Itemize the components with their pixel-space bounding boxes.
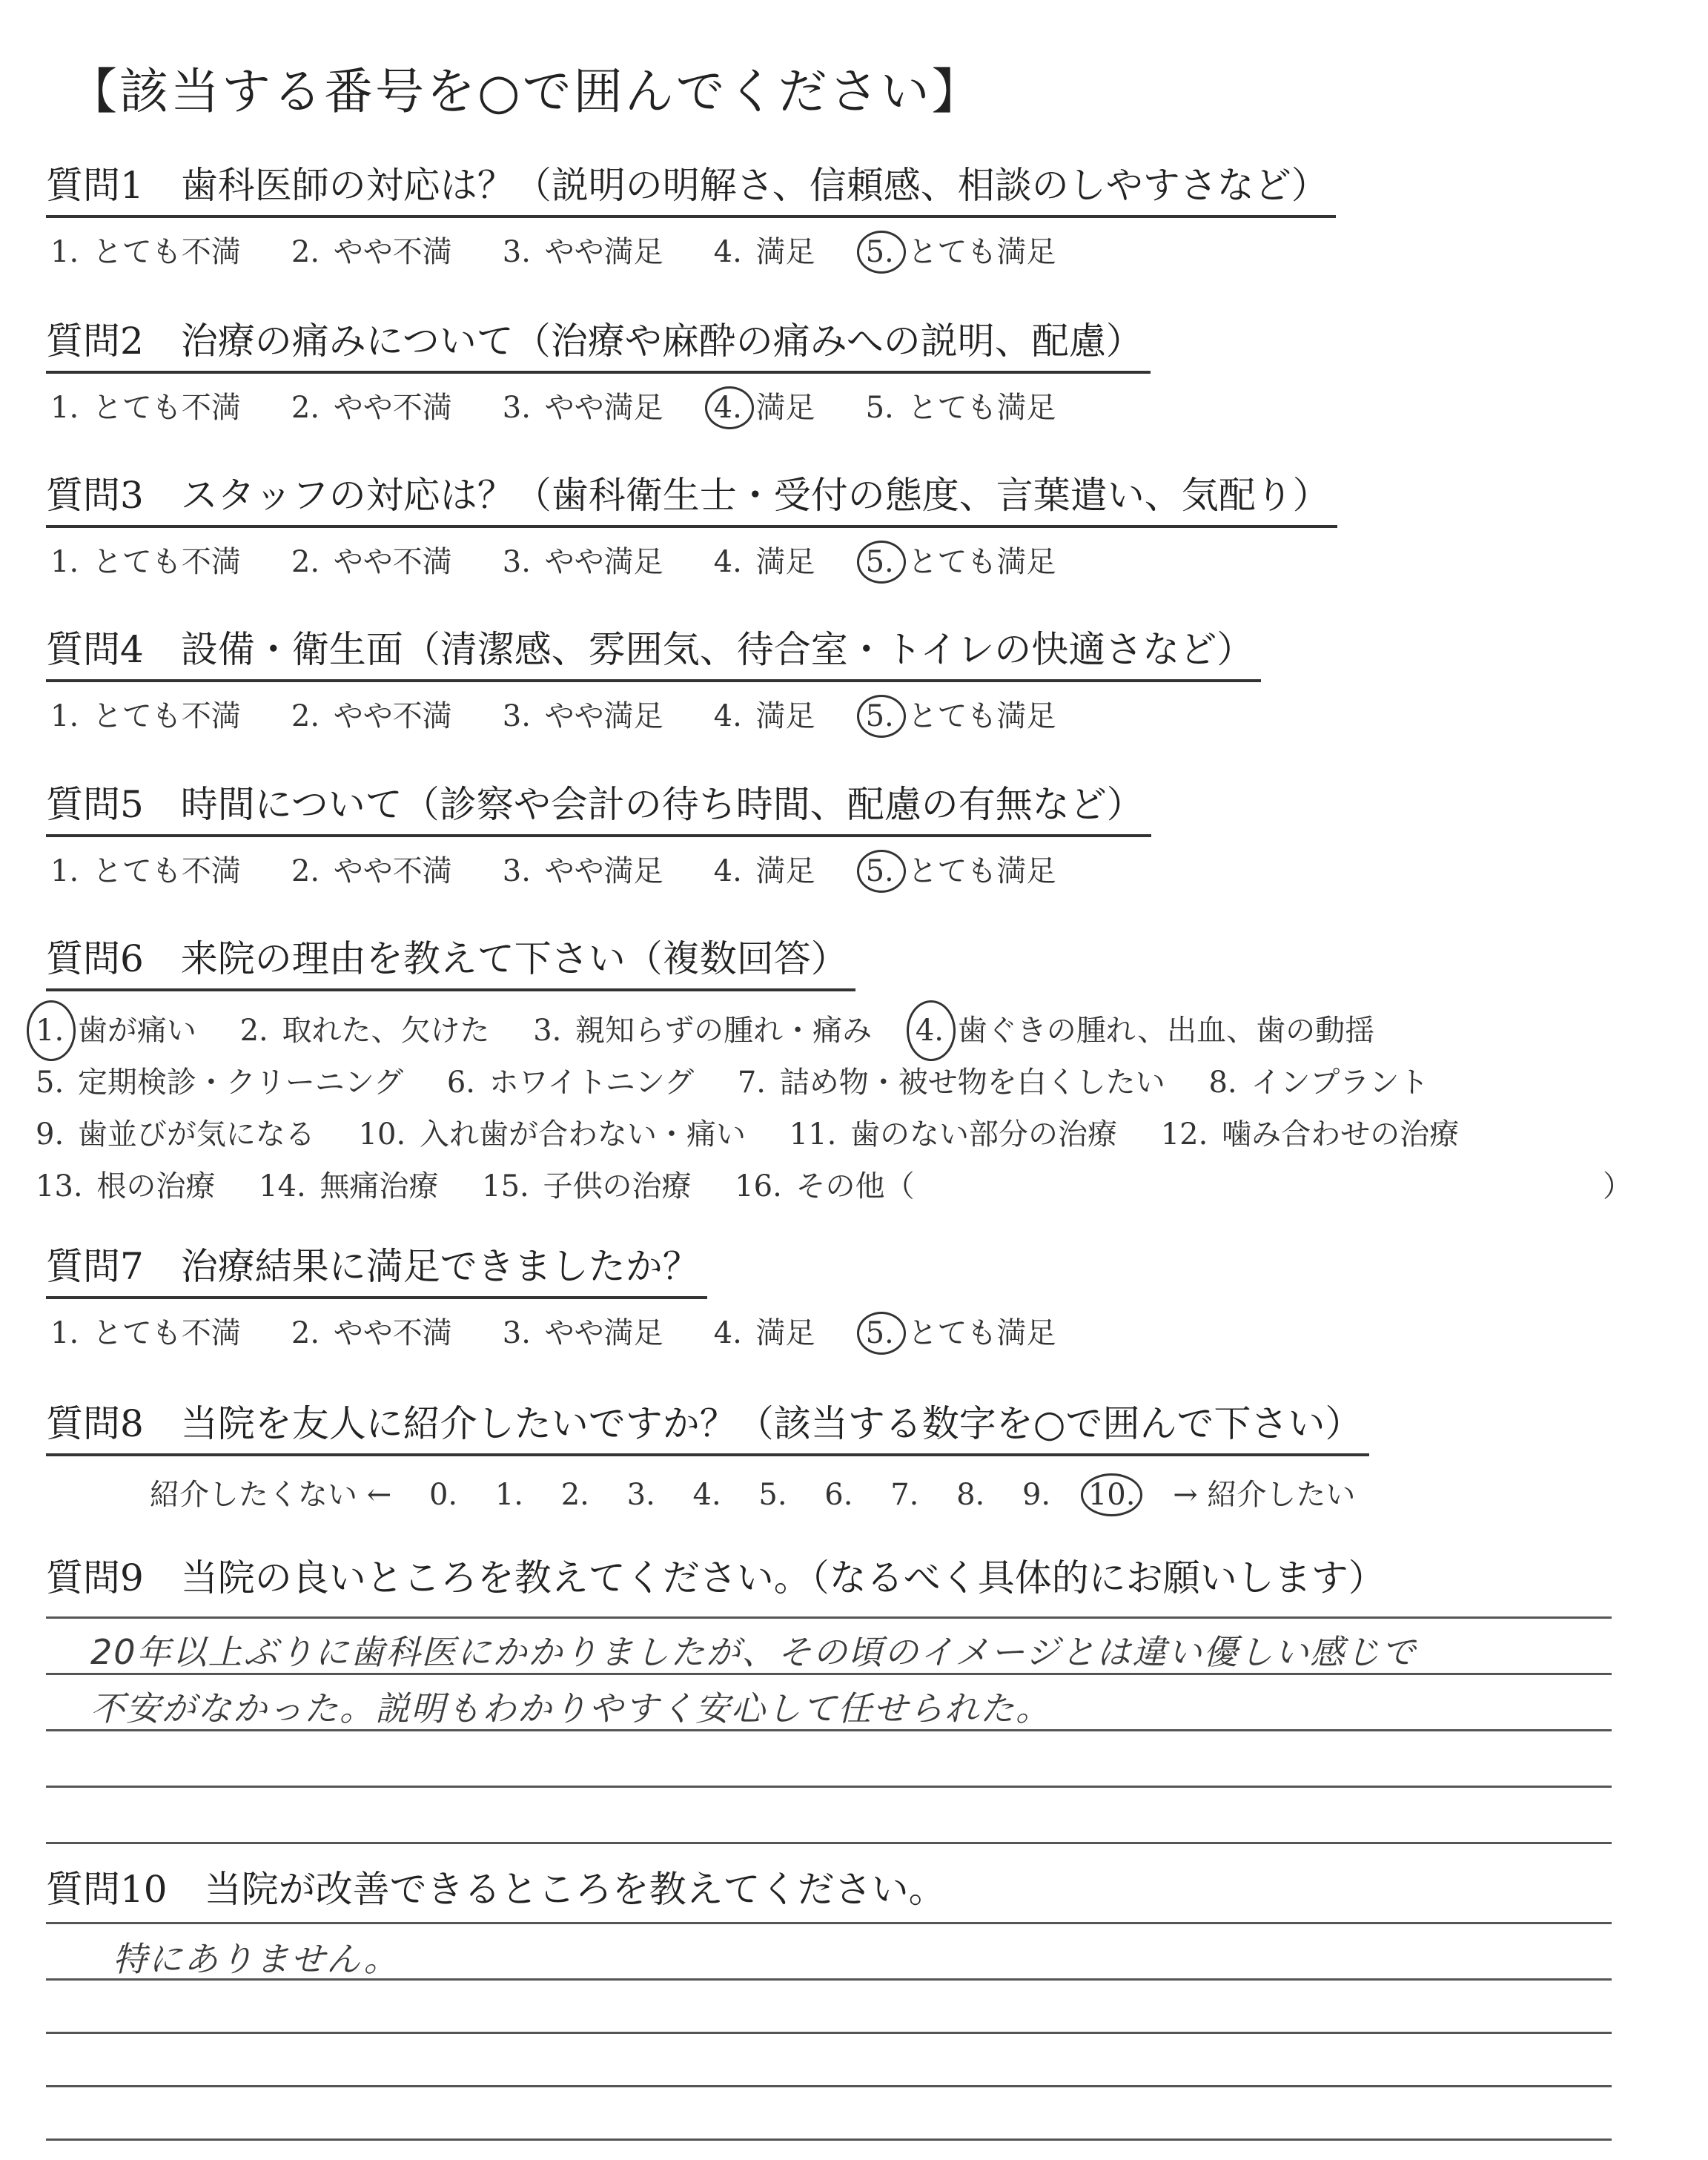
option[interactable]: 3. やや満足 [502, 1316, 663, 1350]
question-1 [46, 156, 1677, 271]
scale-right-label: → 紹介したい [1173, 1478, 1356, 1512]
scale-9[interactable]: 9. [1022, 1478, 1051, 1512]
option[interactable]: 7. 詰め物・被せ物を白くしたい [737, 1066, 1165, 1100]
option[interactable]: 3. やや満足 [502, 854, 663, 888]
option[interactable]: 1. とても不満 [50, 1316, 241, 1350]
option[interactable]: 5. 定期検診・クリーニング [36, 1066, 404, 1100]
scale-1[interactable]: 1. [494, 1478, 524, 1512]
scale-3[interactable]: 3. [626, 1478, 655, 1512]
option[interactable]: 3. やや満足 [502, 235, 663, 269]
option-selected[interactable]: 5. とても満足 [861, 228, 1056, 271]
option[interactable]: 4. 満足 [713, 235, 815, 269]
other-close-paren: ） [1603, 1169, 1632, 1203]
option-selected[interactable]: 5. とても満足 [861, 848, 1056, 890]
question-3 [46, 466, 1677, 581]
question-4-title: 質問4 設備・衛生面（清潔感、雰囲気、待合室・トイレの快適さなど） [46, 620, 1261, 682]
option[interactable]: 4. 満足 [713, 854, 815, 888]
scale-5[interactable]: 5. [758, 1478, 787, 1512]
question-10 [46, 1860, 1677, 1919]
option[interactable]: 3. 親知らずの腫れ・痛み [533, 1014, 873, 1048]
option[interactable]: 2. 取れた、欠けた [239, 1014, 490, 1048]
option[interactable]: 2. やや不満 [291, 1316, 452, 1350]
option[interactable]: 14. 無痛治療 [259, 1169, 439, 1203]
question-4 [46, 620, 1677, 735]
option[interactable]: 5. とても満足 [865, 391, 1056, 425]
q6-row-2 [31, 1057, 1677, 1109]
question-2-options [46, 384, 1677, 426]
scale-4[interactable]: 4. [692, 1478, 721, 1512]
option[interactable]: 1. とても不満 [50, 391, 241, 425]
option-selected[interactable]: 4. 満足 [709, 384, 815, 426]
option[interactable]: 3. やや満足 [502, 391, 663, 425]
question-10-title: 質問10 当院が改善できるところを教えてください。 [46, 1868, 946, 1911]
option[interactable]: 8. インプラント [1208, 1066, 1429, 1100]
question-3-options [46, 538, 1677, 581]
question-5-title: 質問5 時間について（診察や会計の待ち時間、配慮の有無など） [46, 775, 1151, 837]
option-selected[interactable]: 1. 歯が痛い [31, 1005, 196, 1057]
q6-row-3 [31, 1109, 1677, 1160]
option[interactable]: 10. 入れ歯が合わない・痛い [358, 1117, 746, 1152]
option[interactable]: 6. ホワイトニング [446, 1066, 695, 1100]
question-6-options [31, 1005, 1677, 1212]
scale-0[interactable]: 0. [428, 1478, 458, 1512]
question-5-options [46, 848, 1677, 890]
option[interactable]: 2. やや不満 [291, 235, 452, 269]
question-6-title: 質問6 来院の理由を教えて下さい（複数回答） [46, 929, 855, 991]
option[interactable]: 11. 歯のない部分の治療 [789, 1117, 1118, 1152]
scale-left-label: 紹介したくない ← [150, 1478, 392, 1512]
option[interactable]: 15. 子供の治療 [482, 1169, 692, 1203]
option[interactable]: 3. やや満足 [502, 699, 663, 733]
question-6 [36, 929, 1677, 1212]
question-5 [46, 775, 1677, 890]
question-4-options [46, 693, 1677, 735]
option-selected[interactable]: 4. 歯ぐきの腫れ、出血、歯の動揺 [911, 1005, 1374, 1057]
option[interactable]: 2. やや不満 [291, 854, 452, 888]
option[interactable]: 13. 根の治療 [36, 1169, 216, 1203]
question-2 [46, 311, 1677, 426]
question-3-title: 質問3 スタッフの対応は？（歯科衛生士・受付の態度、言葉遣い、気配り） [46, 466, 1337, 528]
page-title: 【該当する番号を○で囲んでください】 [68, 63, 983, 120]
option[interactable]: 1. とても不満 [50, 235, 241, 269]
scale-2[interactable]: 2. [560, 1478, 589, 1512]
option-selected[interactable]: 5. とても満足 [861, 1309, 1056, 1352]
question-9-title: 質問9 当院の良いところを教えてください。（なるべく具体的にお願いします） [46, 1556, 1386, 1599]
question-7-title: 質問7 治療結果に満足できましたか？ [46, 1237, 707, 1299]
q8-scale [150, 1471, 1677, 1513]
question-7 [46, 1237, 1677, 1352]
option[interactable]: 1. とても不満 [50, 699, 241, 733]
option[interactable]: 12. 噛み合わせの治療 [1160, 1117, 1460, 1152]
q10-answer-line-1: 特にありません。 [113, 1939, 400, 1979]
option-other[interactable]: 16. その他（ [735, 1169, 915, 1203]
option[interactable]: 2. やや不満 [291, 391, 452, 425]
option[interactable]: 4. 満足 [713, 699, 815, 733]
option[interactable]: 1. とても不満 [50, 545, 241, 579]
option[interactable]: 1. とても不満 [50, 854, 241, 888]
q6-row-4 [31, 1160, 1677, 1212]
option[interactable]: 2. やや不満 [291, 699, 452, 733]
q9-answer-line-1: 20年以上ぶりに歯科医にかかりましたが、その頃のイメージとは違い優しい感じで [90, 1632, 1417, 1672]
scale-8[interactable]: 8. [956, 1478, 985, 1512]
q6-row-1 [31, 1005, 1677, 1057]
question-8-title: 質問8 当院を友人に紹介したいですか？（該当する数字を○で囲んで下さい） [46, 1394, 1369, 1456]
option[interactable]: 3. やや満足 [502, 545, 663, 579]
scale-10-selected[interactable]: 10. [1088, 1478, 1136, 1512]
option[interactable]: 9. 歯並びが気になる [36, 1117, 315, 1152]
option-selected[interactable]: 5. とても満足 [861, 538, 1056, 581]
question-9 [46, 1548, 1677, 1608]
option[interactable]: 2. やや不満 [291, 545, 452, 579]
question-8 [46, 1394, 1677, 1513]
q9-answer-line-2: 不安がなかった。説明もわかりやすく安心して任せられた。 [90, 1688, 1051, 1728]
scale-7[interactable]: 7. [890, 1478, 919, 1512]
question-2-title: 質問2 治療の痛みについて（治療や麻酔の痛みへの説明、配慮） [46, 311, 1151, 374]
option[interactable]: 4. 満足 [713, 1316, 815, 1350]
option-selected[interactable]: 5. とても満足 [861, 693, 1056, 735]
scale-6[interactable]: 6. [824, 1478, 853, 1512]
option[interactable]: 4. 満足 [713, 545, 815, 579]
question-7-options [46, 1309, 1677, 1352]
question-1-options [46, 228, 1677, 271]
question-1-title: 質問1 歯科医師の対応は？（説明の明解さ、信頼感、相談のしやすさなど） [46, 156, 1336, 218]
